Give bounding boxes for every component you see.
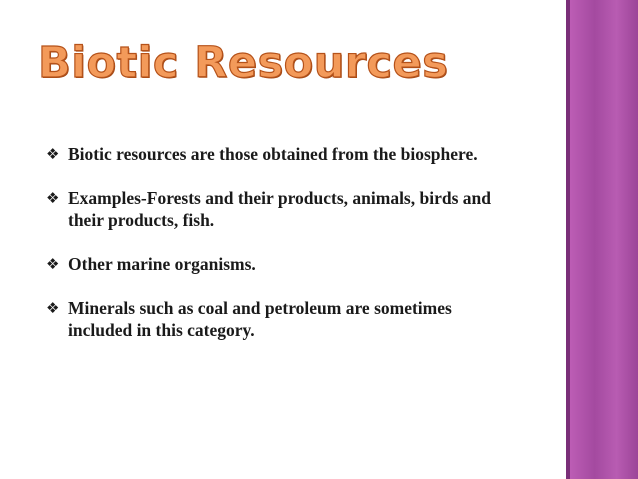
diamond-bullet-icon: ❖ xyxy=(46,255,60,273)
list-item xyxy=(46,187,516,231)
bullet-text: Examples-Forests and their products, animals, birds and their products, fish. xyxy=(68,188,491,230)
list-item xyxy=(46,297,516,341)
list-item xyxy=(46,253,516,275)
bullet-text: Biotic resources are those obtained from the biosphere. xyxy=(68,144,478,164)
bullet-list xyxy=(46,143,516,363)
slide-title: Biotic Resources xyxy=(38,38,449,88)
diamond-bullet-icon: ❖ xyxy=(46,145,60,163)
list-item xyxy=(46,143,516,165)
diamond-bullet-icon: ❖ xyxy=(46,299,60,317)
diamond-bullet-icon: ❖ xyxy=(46,189,60,207)
bullet-text: Other marine organisms. xyxy=(68,254,256,274)
decorative-side-band xyxy=(566,0,638,479)
bullet-text: Minerals such as coal and petroleum are sometimes included in this category. xyxy=(68,298,452,340)
